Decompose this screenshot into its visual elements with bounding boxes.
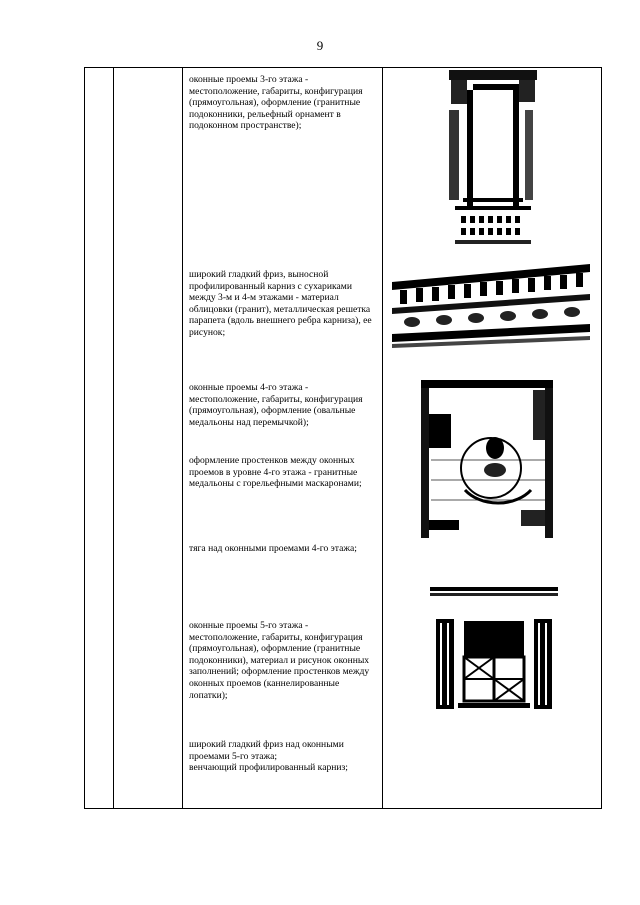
row-text-window-3rd-floor: оконные проемы 3-го этажа - местоположение, габариты, конфигурация (прямоугольная), оформление (гранитные подоконники, рельефный орнамент в подоконном пространстве); [189,74,363,132]
photo-window-3rd-floor [449,70,537,246]
photo-window-5th-floor [430,579,558,717]
document-table [84,67,602,809]
photo-medallion-4th-floor [421,380,553,538]
row-text-piers-medallions: оформление простенков между оконных проемов в уровне 4-го этажа - гранитные медальоны с горельефными маскаронами; [189,455,362,490]
row-text-string-course: тяга над оконными проемами 4-го этажа; [189,543,357,554]
page-number: 9 [316,38,324,53]
column-divider [113,68,114,808]
row-text-frieze-5th-floor: широкий гладкий фриз над оконными проемами 5-го этажа; [189,739,344,762]
photo-frieze-cornice [392,260,590,356]
column-divider [382,68,383,808]
row-text-window-4th-floor: оконные проемы 4-го этажа - местоположение, габариты, конфигурация (прямоугольная), оформление (овальные медальоны над перемычкой); [189,382,363,428]
row-text-crowning-cornice: венчающий профилированный карниз; [189,762,348,773]
row-text-window-5th-floor: оконные проемы 5-го этажа - местоположение, габариты, конфигурация (прямоугольная), оформление (гранитные подоконники), материал и рисунок оконных заполнений; оформление простенков между оконных проемов (каннелированные лопатки); [189,620,370,701]
row-text-frieze-cornice: широкий гладкий фриз, выносной профилированный карниз с сухариками между 3-м и 4-м этажами - материал облицовки (гранит), металлическая решетка парапета (вдоль внешнего ребра карниза), ее рисунок; [189,269,372,338]
column-divider [182,68,183,808]
